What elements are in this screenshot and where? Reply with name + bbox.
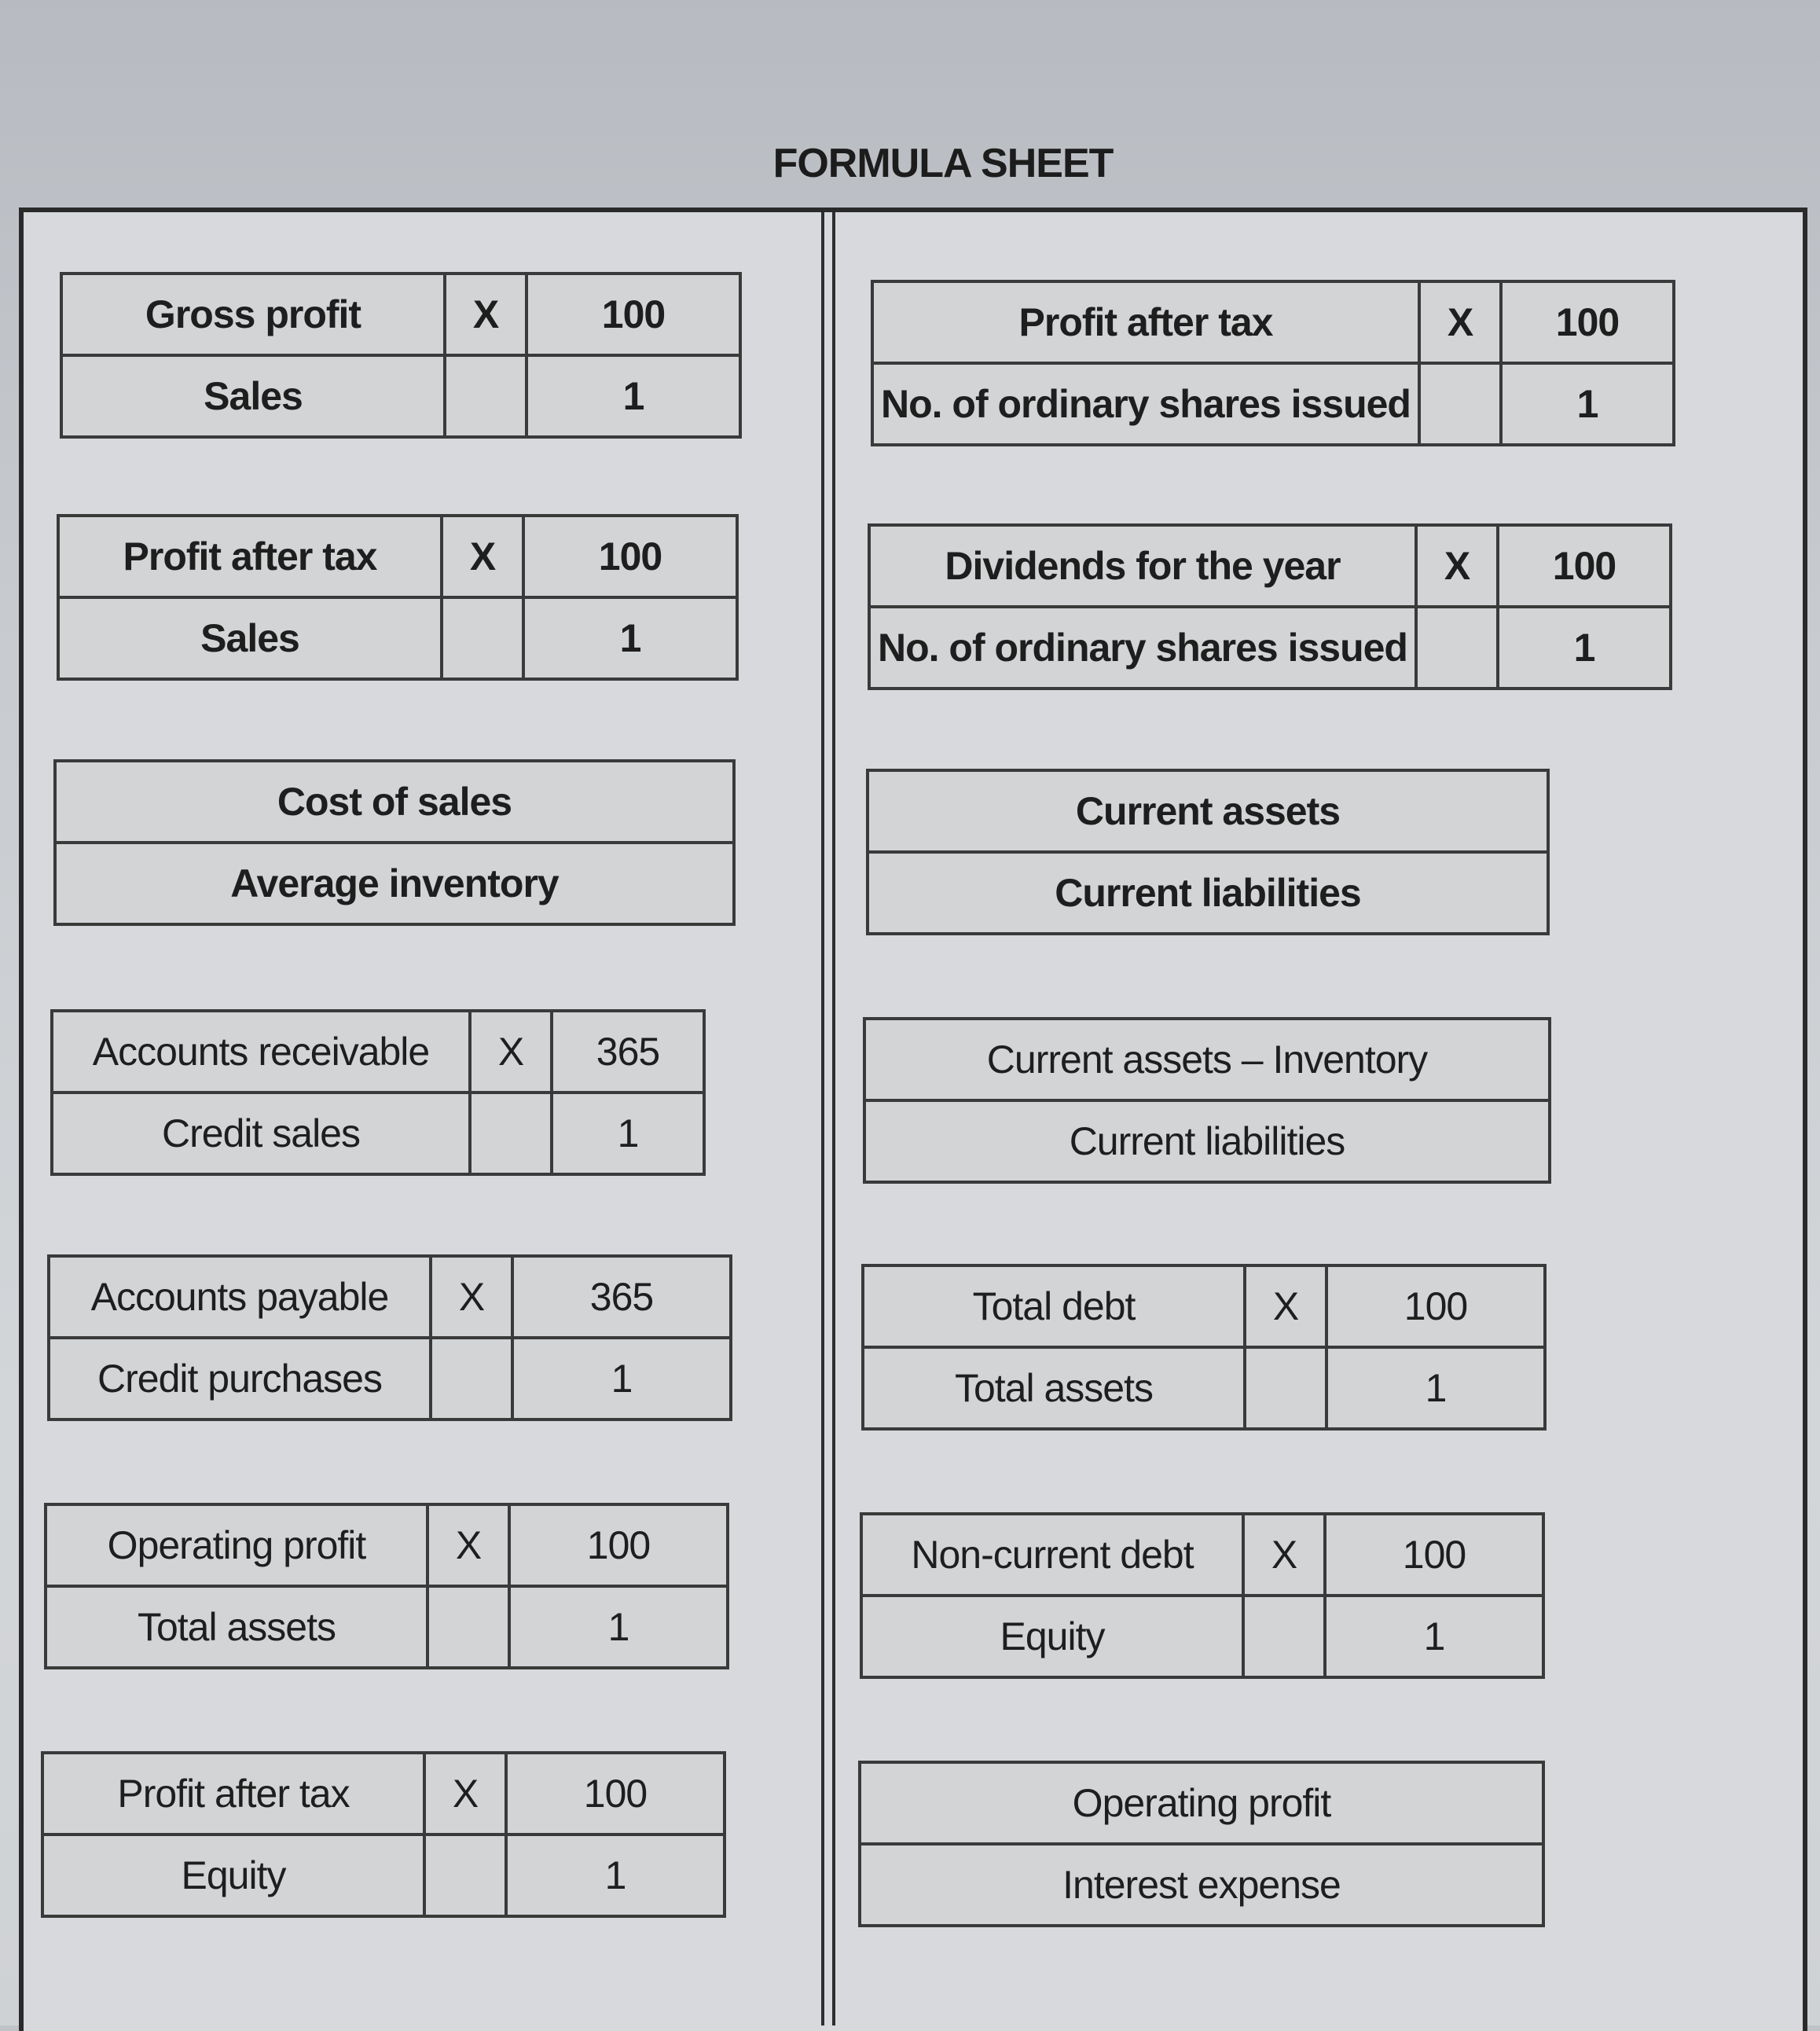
empty-cell xyxy=(445,355,527,437)
numerator: Profit after tax xyxy=(872,281,1419,363)
denominator: Total assets xyxy=(863,1347,1245,1429)
formula-debt-ratio xyxy=(861,1264,1547,1431)
formula-dividends-per-share xyxy=(868,523,1672,690)
multiplier: 100 xyxy=(509,1504,728,1586)
empty-cell xyxy=(1416,607,1498,689)
unit-denominator: 1 xyxy=(506,1835,725,1916)
formula-receivables-days xyxy=(50,1009,706,1176)
numerator: Dividends for the year xyxy=(869,525,1416,607)
empty-cell xyxy=(427,1586,509,1668)
denominator: No. of ordinary shares issued xyxy=(872,363,1419,445)
formula-earnings-per-share xyxy=(871,280,1675,446)
unit-denominator: 1 xyxy=(552,1093,704,1174)
numerator: Operating profit xyxy=(860,1762,1543,1844)
unit-denominator: 1 xyxy=(1498,607,1671,689)
formula-inventory-turnover xyxy=(53,759,736,926)
numerator: Cost of sales xyxy=(55,761,734,843)
multiply-sign: X xyxy=(1416,525,1498,607)
empty-cell xyxy=(470,1093,552,1174)
numerator: Gross profit xyxy=(61,274,445,355)
multiply-sign: X xyxy=(1419,281,1501,363)
unit-denominator: 1 xyxy=(512,1338,731,1419)
denominator: Credit sales xyxy=(52,1093,470,1174)
multiplier: 100 xyxy=(506,1753,725,1835)
multiplier: 100 xyxy=(1326,1265,1545,1347)
empty-cell xyxy=(1419,363,1501,445)
numerator: Current assets – Inventory xyxy=(864,1019,1550,1100)
numerator: Accounts receivable xyxy=(52,1011,470,1093)
denominator: Total assets xyxy=(46,1586,427,1668)
numerator: Accounts payable xyxy=(49,1256,431,1338)
numerator: Profit after tax xyxy=(42,1753,424,1835)
column-divider xyxy=(821,212,835,2025)
formula-interest-cover xyxy=(858,1761,1545,1927)
multiplier: 365 xyxy=(512,1256,731,1338)
formula-return-on-equity xyxy=(41,1751,726,1918)
formula-debt-to-equity xyxy=(860,1512,1545,1679)
formula-payables-days xyxy=(47,1254,732,1421)
empty-cell xyxy=(424,1835,506,1916)
empty-cell xyxy=(1243,1596,1325,1677)
multiplier: 100 xyxy=(1325,1514,1543,1596)
formula-gross-profit-margin xyxy=(60,272,742,439)
denominator: Equity xyxy=(861,1596,1243,1677)
multiply-sign: X xyxy=(424,1753,506,1835)
unit-denominator: 1 xyxy=(527,355,740,437)
formula-net-profit-margin xyxy=(57,514,739,681)
formula-return-on-assets xyxy=(44,1503,729,1669)
unit-denominator: 1 xyxy=(1501,363,1674,445)
empty-cell xyxy=(442,597,523,679)
unit-denominator: 1 xyxy=(523,597,737,679)
unit-denominator: 1 xyxy=(1326,1347,1545,1429)
unit-denominator: 1 xyxy=(509,1586,728,1668)
multiplier: 100 xyxy=(523,516,737,597)
empty-cell xyxy=(1245,1347,1326,1429)
multiply-sign: X xyxy=(445,274,527,355)
page-title: FORMULA SHEET xyxy=(772,141,1114,186)
denominator: No. of ordinary shares issued xyxy=(869,607,1416,689)
numerator: Current assets xyxy=(868,770,1548,852)
multiply-sign: X xyxy=(1245,1265,1326,1347)
empty-cell xyxy=(431,1338,512,1419)
denominator: Average inventory xyxy=(55,843,734,924)
multiplier: 100 xyxy=(527,274,740,355)
unit-denominator: 1 xyxy=(1325,1596,1543,1677)
formula-current-ratio xyxy=(866,769,1550,935)
numerator: Operating profit xyxy=(46,1504,427,1586)
multiply-sign: X xyxy=(427,1504,509,1586)
multiply-sign: X xyxy=(1243,1514,1325,1596)
numerator: Profit after tax xyxy=(58,516,442,597)
denominator: Sales xyxy=(61,355,445,437)
multiply-sign: X xyxy=(431,1256,512,1338)
formula-acid-test-ratio xyxy=(863,1017,1551,1184)
denominator: Current liabilities xyxy=(868,852,1548,934)
denominator: Current liabilities xyxy=(864,1100,1550,1182)
multiplier: 365 xyxy=(552,1011,704,1093)
multiply-sign: X xyxy=(470,1011,552,1093)
denominator: Credit purchases xyxy=(49,1338,431,1419)
multiplier: 100 xyxy=(1498,525,1671,607)
numerator: Non-current debt xyxy=(861,1514,1243,1596)
multiplier: 100 xyxy=(1501,281,1674,363)
denominator: Equity xyxy=(42,1835,424,1916)
denominator: Interest expense xyxy=(860,1844,1543,1926)
numerator: Total debt xyxy=(863,1265,1245,1347)
multiply-sign: X xyxy=(442,516,523,597)
denominator: Sales xyxy=(58,597,442,679)
